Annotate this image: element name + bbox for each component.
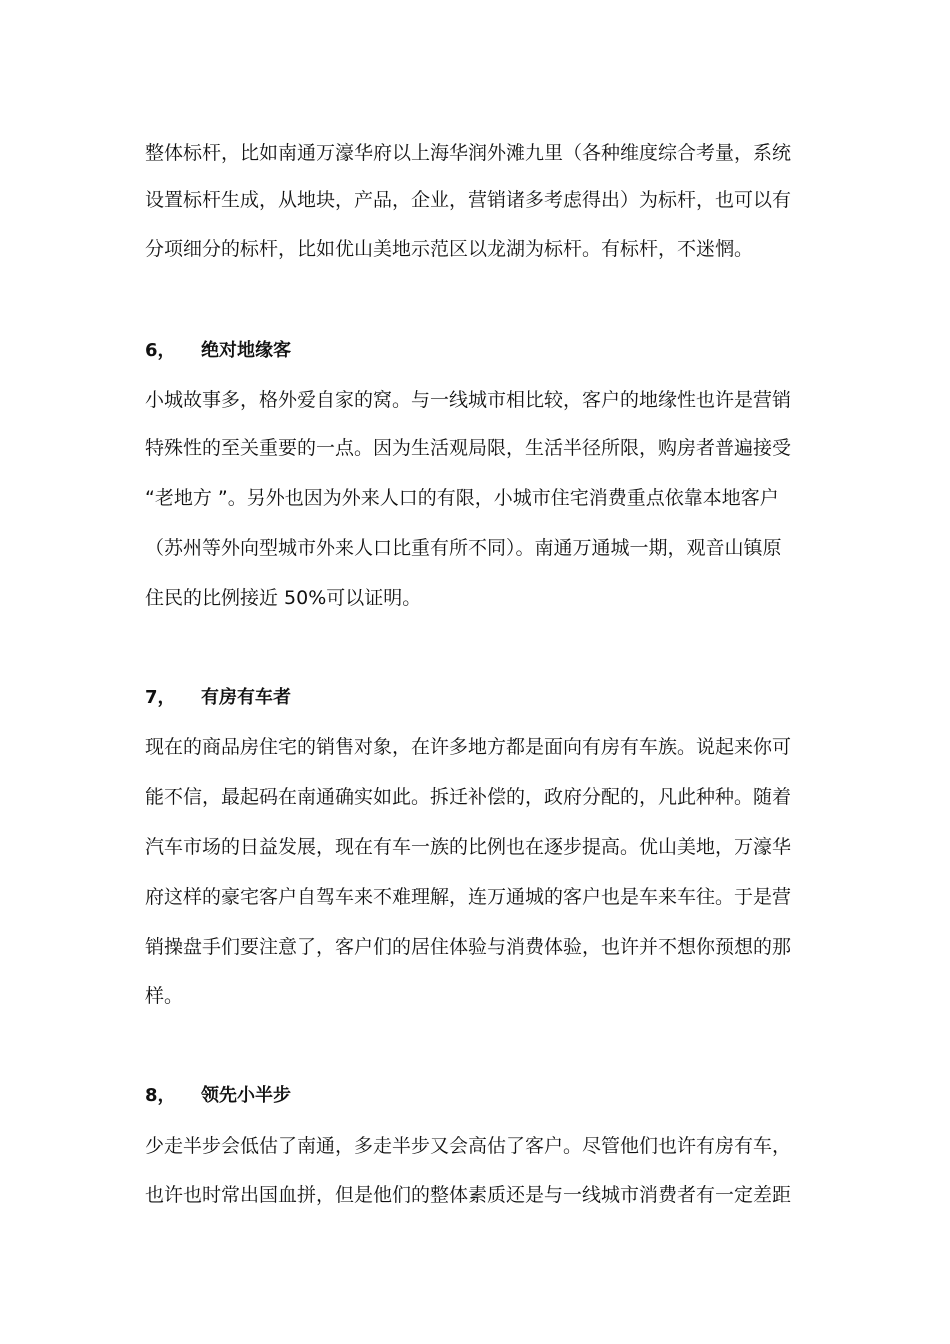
section-7-title: 有房有车者 xyxy=(201,687,291,708)
section-8-line-2: 也许也时常出国血拼，但是他们的整体素质还是与一线城市消费者有一定差距 xyxy=(145,1184,792,1206)
section-7-line-1: 现在的商品房住宅的销售对象，在许多地方都是面向有房有车族。说起来你可 xyxy=(145,736,792,758)
section-7-line-4: 府这样的豪宅客户自驾车来不难理解，连万通城的客户也是车来车往。于是营 xyxy=(145,886,792,908)
intro-line-3: 分项细分的标杆，比如优山美地示范区以龙湖为标杆。有标杆，不迷惘。 xyxy=(145,238,754,260)
section-7-line-5: 销操盘手们要注意了，客户们的居住体验与消费体验，也许并不想你预想的那 xyxy=(145,936,792,958)
section-8-heading xyxy=(145,1083,291,1109)
intro-line-1: 整体标杆，比如南通万濠华府以上海华润外滩九里（各种维度综合考量，系统 xyxy=(145,142,792,164)
section-7-line-2: 能不信，最起码在南通确实如此。拆迁补偿的，政府分配的，凡此种种。随着 xyxy=(145,786,792,808)
section-7-number: 7， xyxy=(145,687,176,708)
section-6-line-3: “老地方 ”。另外也因为外来人口的有限，小城市住宅消费重点依靠本地客户 xyxy=(145,487,779,509)
section-8-line-1: 少走半步会低估了南通，多走半步又会高估了客户。尽管他们也许有房有车， xyxy=(145,1135,792,1157)
section-8-number: 8， xyxy=(145,1085,176,1106)
section-6-line-2: 特殊性的至关重要的一点。因为生活观局限，生活半径所限，购房者普遍接受 xyxy=(145,437,792,459)
section-6-number: 6， xyxy=(145,340,176,361)
section-6-line-5: 住民的比例接近 50%可以证明。 xyxy=(145,587,422,609)
section-6-line-4: （苏州等外向型城市外来人口比重有所不同）。南通万通城一期，观音山镇原 xyxy=(145,537,782,559)
section-6-line-1: 小城故事多，格外爱自家的窝。与一线城市相比较，客户的地缘性也许是营销 xyxy=(145,389,792,411)
section-7-line-6: 样。 xyxy=(145,985,184,1007)
section-7-heading xyxy=(145,685,291,711)
intro-line-2: 设置标杆生成，从地块，产品，企业，营销诸多考虑得出）为标杆，也可以有 xyxy=(145,189,792,211)
section-6-title: 绝对地缘客 xyxy=(201,340,291,361)
section-7-line-3: 汽车市场的日益发展，现在有车一族的比例也在逐步提高。优山美地，万濠华 xyxy=(145,836,792,858)
section-8-title: 领先小半步 xyxy=(201,1085,291,1106)
section-6-heading xyxy=(145,338,291,364)
